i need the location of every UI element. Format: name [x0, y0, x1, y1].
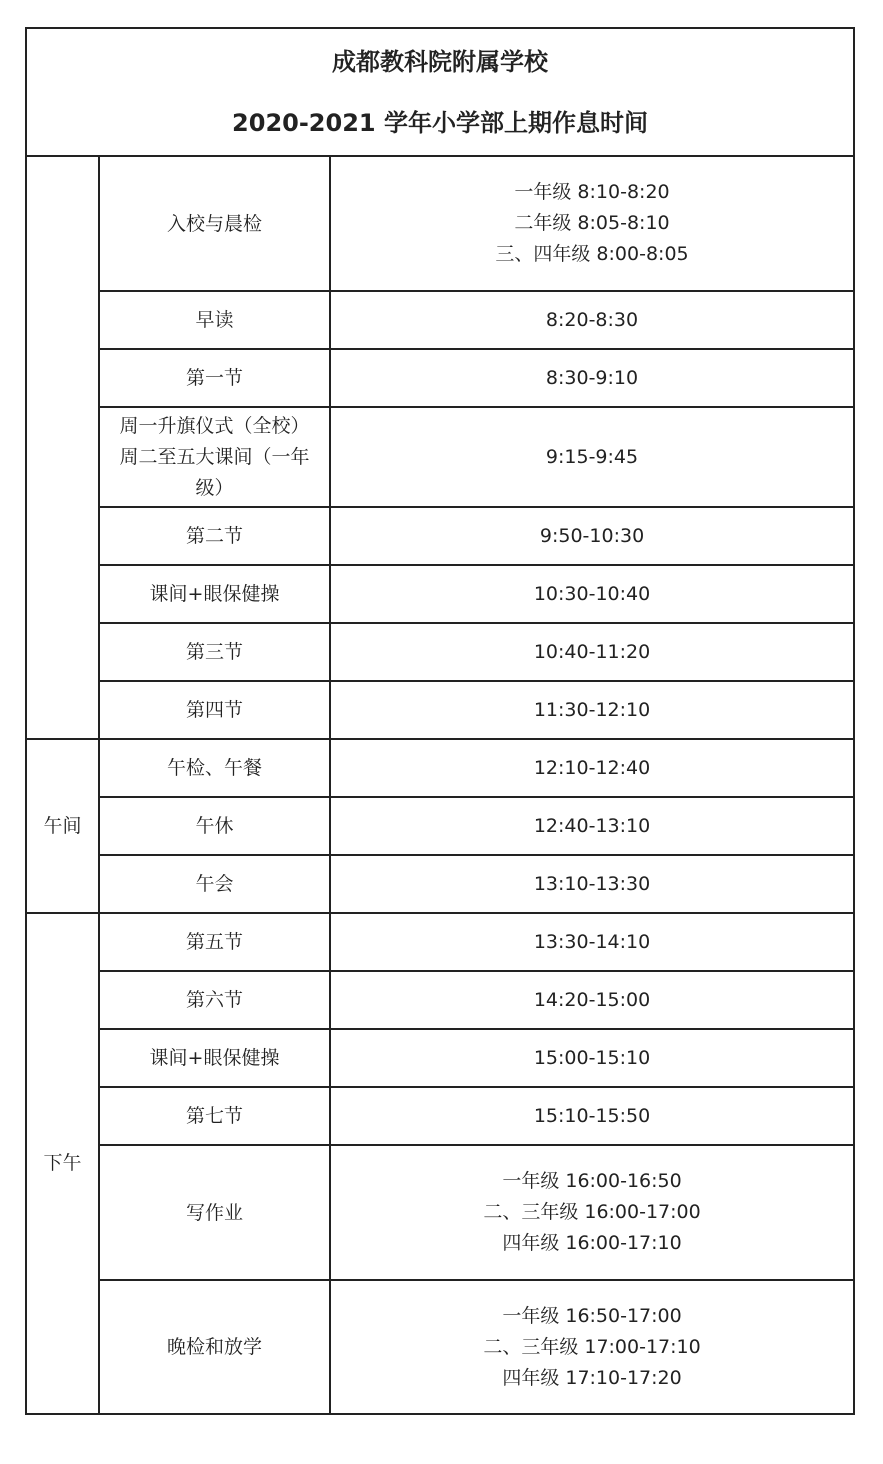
title-cell	[26, 28, 854, 156]
time-line: 一年级 16:50-17:00	[502, 1304, 682, 1327]
time-cell: 12:10-12:40	[330, 739, 854, 797]
table-row	[26, 1145, 854, 1280]
time-cell: 14:20-15:00	[330, 971, 854, 1029]
time-cell: 13:30-14:10	[330, 913, 854, 971]
table-row	[26, 797, 854, 855]
time-line: 二、三年级 17:00-17:10	[483, 1335, 701, 1358]
activity-cell: 午会	[99, 855, 330, 913]
table-row	[26, 681, 854, 739]
time-line: 一年级 16:00-16:50	[502, 1170, 682, 1192]
table-row	[26, 291, 854, 349]
title-row	[26, 28, 854, 156]
activity-cell: 课间+眼保健操	[99, 1029, 330, 1087]
time-cell	[330, 1145, 854, 1280]
activity-cell: 第五节	[99, 913, 330, 971]
activity-cell	[99, 407, 330, 507]
school-name: 成都教科院附属学校	[332, 47, 549, 76]
schedule-title: 2020-2021 学年小学部上期作息时间	[232, 108, 648, 137]
time-cell: 9:50-10:30	[330, 507, 854, 565]
activity-text: 周一升旗仪式（全校）周二至五大课间（一年级）	[119, 414, 310, 499]
time-line: 二、三年级 16:00-17:00	[483, 1201, 701, 1223]
table-row	[26, 739, 854, 797]
time-cell: 13:10-13:30	[330, 855, 854, 913]
activity-cell: 午休	[99, 797, 330, 855]
activity-cell: 第三节	[99, 623, 330, 681]
activity-cell: 写作业	[99, 1145, 330, 1280]
time-line: 二年级 8:05-8:10	[514, 212, 670, 234]
table-row	[26, 1087, 854, 1145]
table-row	[26, 913, 854, 971]
time-cell: 15:00-15:10	[330, 1029, 854, 1087]
period-afternoon-cell: 下午	[26, 913, 99, 1414]
table-row	[26, 407, 854, 507]
activity-cell: 第六节	[99, 971, 330, 1029]
activity-cell: 课间+眼保健操	[99, 565, 330, 623]
time-cell: 12:40-13:10	[330, 797, 854, 855]
table-row	[26, 855, 854, 913]
time-cell: 15:10-15:50	[330, 1087, 854, 1145]
activity-cell: 早读	[99, 291, 330, 349]
table-row	[26, 623, 854, 681]
table-row	[26, 565, 854, 623]
table-row	[26, 349, 854, 407]
time-line: 一年级 8:10-8:20	[514, 181, 670, 203]
time-cell: 10:30-10:40	[330, 565, 854, 623]
period-morning-cell	[26, 156, 99, 739]
table-row	[26, 156, 854, 291]
activity-cell: 入校与晨检	[99, 156, 330, 291]
time-line: 三、四年级 8:00-8:05	[495, 243, 689, 265]
table-row	[26, 507, 854, 565]
time-cell: 9:15-9:45	[330, 407, 854, 507]
period-noon-cell: 午间	[26, 739, 99, 913]
activity-cell: 第一节	[99, 349, 330, 407]
table-row	[26, 1280, 854, 1414]
time-cell	[330, 1280, 854, 1414]
activity-cell: 第七节	[99, 1087, 330, 1145]
activity-cell: 第二节	[99, 507, 330, 565]
time-line: 四年级 17:10-17:20	[502, 1366, 682, 1389]
time-cell: 8:30-9:10	[330, 349, 854, 407]
activity-cell: 午检、午餐	[99, 739, 330, 797]
time-cell: 11:30-12:10	[330, 681, 854, 739]
table-row	[26, 1029, 854, 1087]
activity-cell: 晚检和放学	[99, 1280, 330, 1414]
activity-cell: 第四节	[99, 681, 330, 739]
time-cell	[330, 156, 854, 291]
schedule-table	[25, 27, 855, 1415]
time-line: 四年级 16:00-17:10	[502, 1232, 682, 1254]
time-cell: 8:20-8:30	[330, 291, 854, 349]
table-row	[26, 971, 854, 1029]
time-cell: 10:40-11:20	[330, 623, 854, 681]
